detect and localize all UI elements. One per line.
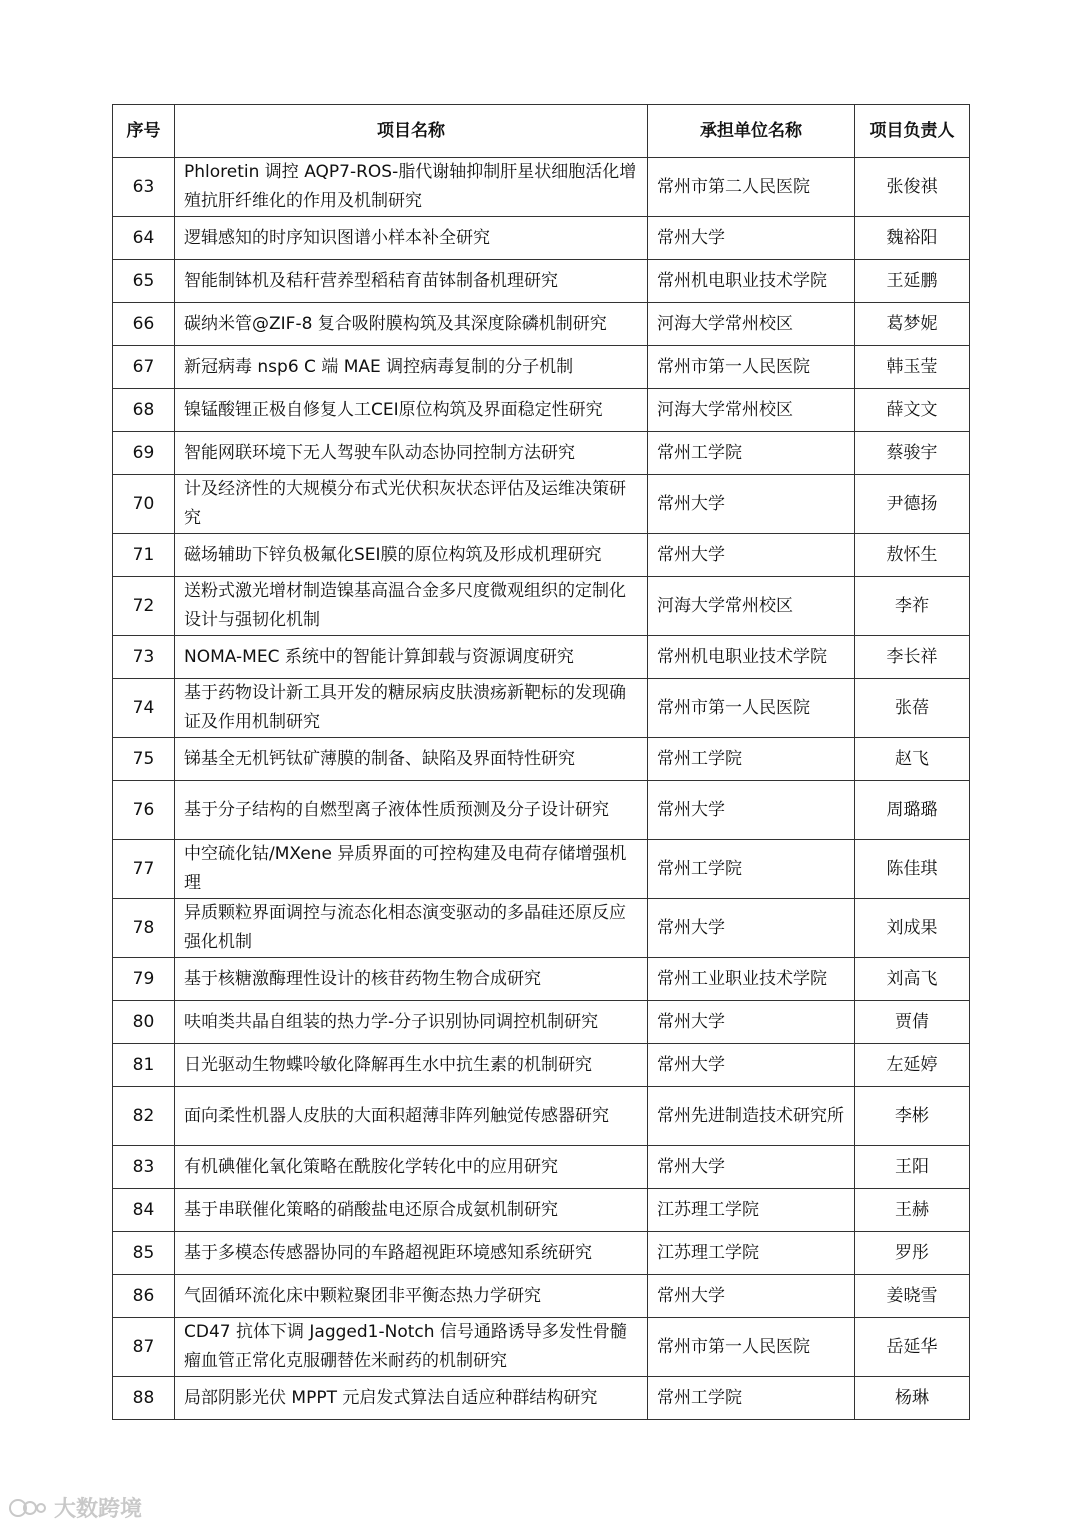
table-row (113, 679, 970, 738)
row-project-name: 面向柔性机器人皮肤的大面积超薄非阵列触觉传感器研究 (175, 1087, 648, 1146)
row-index: 78 (113, 899, 175, 958)
row-person: 罗彤 (855, 1232, 970, 1275)
table-row (113, 1232, 970, 1275)
row-unit-name: 常州市第一人民医院 (648, 1318, 855, 1377)
row-index: 88 (113, 1377, 175, 1420)
row-index: 71 (113, 534, 175, 577)
row-index: 65 (113, 260, 175, 303)
row-person: 刘成果 (855, 899, 970, 958)
row-person: 魏裕阳 (855, 217, 970, 260)
row-unit-name: 常州大学 (648, 475, 855, 534)
row-person: 杨琳 (855, 1377, 970, 1420)
row-unit-name: 常州大学 (648, 781, 855, 840)
row-index: 75 (113, 738, 175, 781)
row-unit-name: 江苏理工学院 (648, 1189, 855, 1232)
row-unit-name: 河海大学常州校区 (648, 303, 855, 346)
row-project-name: 基于核糖激酶理性设计的核苷药物生物合成研究 (175, 958, 648, 1001)
row-project-name: 基于多模态传感器协同的车路超视距环境感知系统研究 (175, 1232, 648, 1275)
row-index: 80 (113, 1001, 175, 1044)
table-row (113, 303, 970, 346)
row-index: 67 (113, 346, 175, 389)
row-project-name: 智能网联环境下无人驾驶车队动态协同控制方法研究 (175, 432, 648, 475)
row-person: 张俊祺 (855, 158, 970, 217)
row-index: 81 (113, 1044, 175, 1087)
row-person: 王赫 (855, 1189, 970, 1232)
table-row (113, 1044, 970, 1087)
table-row (113, 260, 970, 303)
row-index: 82 (113, 1087, 175, 1146)
table-row (113, 1087, 970, 1146)
row-project-name: 磁场辅助下锌负极氟化SEI膜的原位构筑及形成机理研究 (175, 534, 648, 577)
row-person: 韩玉莹 (855, 346, 970, 389)
row-project-name: 中空硫化钴/MXene 异质界面的可控构建及电荷存储增强机理 (175, 840, 648, 899)
watermark-text: 大数跨境 (54, 1497, 143, 1522)
table-row (113, 1275, 970, 1318)
table-row (113, 899, 970, 958)
row-unit-name: 江苏理工学院 (648, 1232, 855, 1275)
table-row (113, 158, 970, 217)
header-project-name: 项目名称 (175, 105, 648, 158)
row-index: 63 (113, 158, 175, 217)
row-project-name: 呋咱类共晶自组装的热力学-分子识别协同调控机制研究 (175, 1001, 648, 1044)
row-project-name: 逻辑感知的时序知识图谱小样本补全研究 (175, 217, 648, 260)
row-person: 李彬 (855, 1087, 970, 1146)
row-unit-name: 常州工学院 (648, 1377, 855, 1420)
row-index: 69 (113, 432, 175, 475)
table-row (113, 840, 970, 899)
row-index: 84 (113, 1189, 175, 1232)
row-project-name: 基于分子结构的自燃型离子液体性质预测及分子设计研究 (175, 781, 648, 840)
table-row (113, 1001, 970, 1044)
row-index: 76 (113, 781, 175, 840)
header-unit-name: 承担单位名称 (648, 105, 855, 158)
row-project-name: 日光驱动生物蝶呤敏化降解再生水中抗生素的机制研究 (175, 1044, 648, 1087)
row-unit-name: 常州机电职业技术学院 (648, 636, 855, 679)
row-person: 李祚 (855, 577, 970, 636)
table-row (113, 577, 970, 636)
row-person: 尹德扬 (855, 475, 970, 534)
row-project-name: 局部阴影光伏 MPPT 元启发式算法自适应种群结构研究 (175, 1377, 648, 1420)
row-project-name: 锑基全无机钙钛矿薄膜的制备、缺陷及界面特性研究 (175, 738, 648, 781)
row-unit-name: 河海大学常州校区 (648, 577, 855, 636)
watermark (8, 1492, 142, 1523)
table-body (113, 158, 970, 1420)
row-person: 左延婷 (855, 1044, 970, 1087)
row-person: 李长祥 (855, 636, 970, 679)
row-project-name: 基于串联催化策略的硝酸盐电还原合成氨机制研究 (175, 1189, 648, 1232)
row-project-name: 碳纳米管@ZIF-8 复合吸附膜构筑及其深度除磷机制研究 (175, 303, 648, 346)
table-row (113, 1189, 970, 1232)
row-person: 王阳 (855, 1146, 970, 1189)
row-index: 70 (113, 475, 175, 534)
row-unit-name: 常州工学院 (648, 432, 855, 475)
table-row (113, 738, 970, 781)
row-person: 蔡骏宇 (855, 432, 970, 475)
row-index: 66 (113, 303, 175, 346)
row-project-name: 基于药物设计新工具开发的糖尿病皮肤溃疡新靶标的发现确证及作用机制研究 (175, 679, 648, 738)
row-person: 王延鹏 (855, 260, 970, 303)
row-unit-name: 常州大学 (648, 1001, 855, 1044)
row-person: 姜晓雪 (855, 1275, 970, 1318)
row-unit-name: 常州大学 (648, 534, 855, 577)
row-project-name: CD47 抗体下调 Jagged1-Notch 信号通路诱导多发性骨髓瘤血管正常化克服硼替佐米耐药的机制研究 (175, 1318, 648, 1377)
table-row (113, 217, 970, 260)
table-row (113, 432, 970, 475)
row-unit-name: 常州工学院 (648, 840, 855, 899)
table-row (113, 475, 970, 534)
row-unit-name: 常州工业职业技术学院 (648, 958, 855, 1001)
table-row (113, 636, 970, 679)
row-project-name: 气固循环流化床中颗粒聚团非平衡态热力学研究 (175, 1275, 648, 1318)
row-person: 葛梦妮 (855, 303, 970, 346)
row-person: 贾倩 (855, 1001, 970, 1044)
row-person: 陈佳琪 (855, 840, 970, 899)
row-project-name: 有机碘催化氧化策略在酰胺化学转化中的应用研究 (175, 1146, 648, 1189)
row-unit-name: 常州大学 (648, 1275, 855, 1318)
row-index: 73 (113, 636, 175, 679)
table-row (113, 534, 970, 577)
table-row (113, 1146, 970, 1189)
row-unit-name: 常州大学 (648, 899, 855, 958)
table-row (113, 958, 970, 1001)
row-project-name: 异质颗粒界面调控与流态化相态演变驱动的多晶硅还原反应强化机制 (175, 899, 648, 958)
table-row (113, 1377, 970, 1420)
header-index: 序号 (113, 105, 175, 158)
watermark-logo-icon (8, 1496, 48, 1520)
row-unit-name: 常州市第二人民医院 (648, 158, 855, 217)
table-row (113, 781, 970, 840)
row-person: 赵飞 (855, 738, 970, 781)
row-index: 86 (113, 1275, 175, 1318)
row-project-name: 计及经济性的大规模分布式光伏积灰状态评估及运维决策研究 (175, 475, 648, 534)
row-index: 85 (113, 1232, 175, 1275)
row-person: 敖怀生 (855, 534, 970, 577)
row-project-name: 镍锰酸锂正极自修复人工CEI原位构筑及界面稳定性研究 (175, 389, 648, 432)
header-person: 项目负责人 (855, 105, 970, 158)
row-project-name: NOMA-MEC 系统中的智能计算卸载与资源调度研究 (175, 636, 648, 679)
row-project-name: Phloretin 调控 AQP7-ROS-脂代谢轴抑制肝星状细胞活化增殖抗肝纤维化的作用及机制研究 (175, 158, 648, 217)
row-person: 岳延华 (855, 1318, 970, 1377)
row-person: 薛文文 (855, 389, 970, 432)
row-person: 刘高飞 (855, 958, 970, 1001)
table-row (113, 1318, 970, 1377)
row-unit-name: 常州市第一人民医院 (648, 346, 855, 389)
row-unit-name: 常州机电职业技术学院 (648, 260, 855, 303)
row-index: 74 (113, 679, 175, 738)
row-project-name: 送粉式激光增材制造镍基高温合金多尺度微观组织的定制化设计与强韧化机制 (175, 577, 648, 636)
row-index: 68 (113, 389, 175, 432)
row-person: 周璐璐 (855, 781, 970, 840)
row-unit-name: 河海大学常州校区 (648, 389, 855, 432)
row-index: 72 (113, 577, 175, 636)
row-unit-name: 常州大学 (648, 1146, 855, 1189)
row-unit-name: 常州工学院 (648, 738, 855, 781)
row-index: 64 (113, 217, 175, 260)
row-index: 87 (113, 1318, 175, 1377)
row-unit-name: 常州先进制造技术研究所 (648, 1087, 855, 1146)
row-index: 83 (113, 1146, 175, 1189)
row-index: 79 (113, 958, 175, 1001)
row-project-name: 智能制钵机及秸秆营养型稻秸育苗钵制备机理研究 (175, 260, 648, 303)
table-row (113, 346, 970, 389)
row-unit-name: 常州大学 (648, 1044, 855, 1087)
row-index: 77 (113, 840, 175, 899)
table-header-row (113, 105, 970, 158)
row-unit-name: 常州大学 (648, 217, 855, 260)
table-row (113, 389, 970, 432)
row-person: 张蓓 (855, 679, 970, 738)
row-unit-name: 常州市第一人民医院 (648, 679, 855, 738)
row-project-name: 新冠病毒 nsp6 C 端 MAE 调控病毒复制的分子机制 (175, 346, 648, 389)
project-table (112, 104, 970, 1420)
